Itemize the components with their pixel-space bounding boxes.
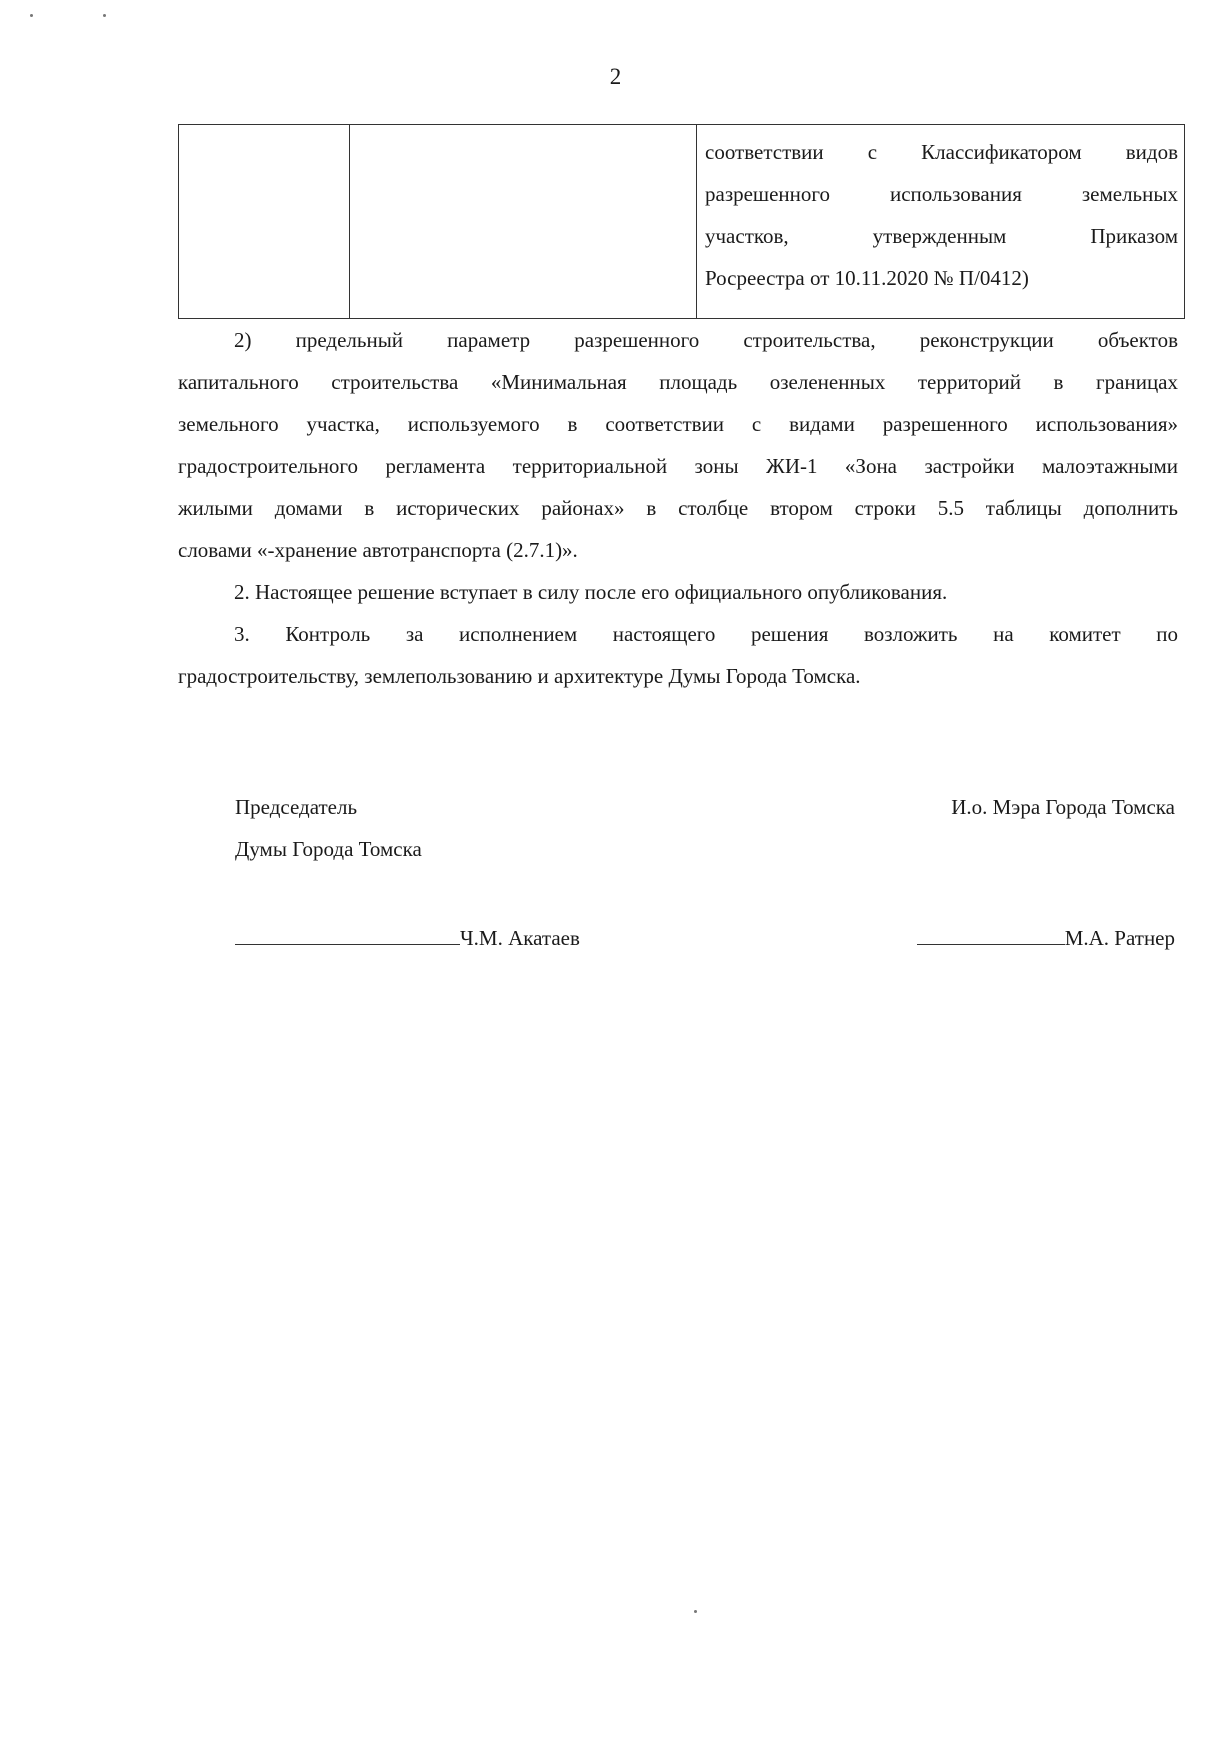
signature-blank (235, 922, 460, 945)
table-cell-text (697, 125, 1185, 319)
signature-blank (917, 922, 1065, 945)
paragraph-line: земельного участка, используемого в соответствии с видами разрешенного использования» (178, 412, 1178, 436)
page-number: 2 (609, 64, 622, 89)
signature-line-right (917, 922, 1175, 952)
signatory-left-title (235, 786, 422, 870)
paragraph-line: градостроительству, землепользованию и архитектуре Думы Города Томска. (178, 664, 861, 688)
signatory-left-title-line2: Думы Города Томска (235, 837, 422, 861)
table-cell-line: Росреестра от 10.11.2020 № П/0412) (705, 266, 1029, 290)
signatory-right-title-line: И.о. Мэра Города Томска (951, 795, 1175, 819)
signature-line-left (235, 922, 580, 952)
paragraph-line: 3. Контроль за исполнением настоящего решения возложить на комитет по (234, 622, 1178, 646)
table-cell-line: соответствии с Классификатором видов (705, 140, 1178, 164)
item-2-paragraph (178, 319, 1178, 571)
document-body (178, 319, 1178, 697)
paragraph-line: жилыми домами в исторических районах» в столбце втором строки 5.5 таблицы дополнить (178, 496, 1178, 520)
paragraph-line: словами «-хранение автотранспорта (2.7.1)». (178, 538, 578, 562)
continuation-table (178, 124, 1185, 319)
paragraph-line: 2. Настоящее решение вступает в силу после его официального опубликования. (234, 580, 948, 604)
table-cell-empty-1 (179, 125, 350, 319)
table-row (179, 125, 1185, 319)
signatory-left-name: Ч.М. Акатаев (460, 926, 580, 950)
paragraph-line: 2) предельный параметр разрешенного строительства, реконструкции объектов (234, 328, 1178, 352)
signatory-right-title (951, 786, 1175, 828)
point-3-paragraph (178, 613, 1178, 697)
scan-speck (694, 1610, 697, 1613)
paragraph-line: капитального строительства «Минимальная площадь озелененных территорий в границах (178, 370, 1178, 394)
point-2-paragraph (178, 571, 1178, 613)
scan-speck (30, 14, 33, 17)
table-cell-line: участков, утвержденным Приказом (705, 224, 1178, 248)
paragraph-line: градостроительного регламента территориальной зоны ЖИ-1 «Зона застройки малоэтажными (178, 454, 1178, 478)
table-cell-line: разрешенного использования земельных (705, 182, 1178, 206)
table-cell-empty-2 (350, 125, 697, 319)
signatory-right-name: М.А. Ратнер (1064, 926, 1175, 950)
signatory-left-title-line1: Председатель (235, 795, 358, 819)
scan-speck (103, 14, 106, 17)
